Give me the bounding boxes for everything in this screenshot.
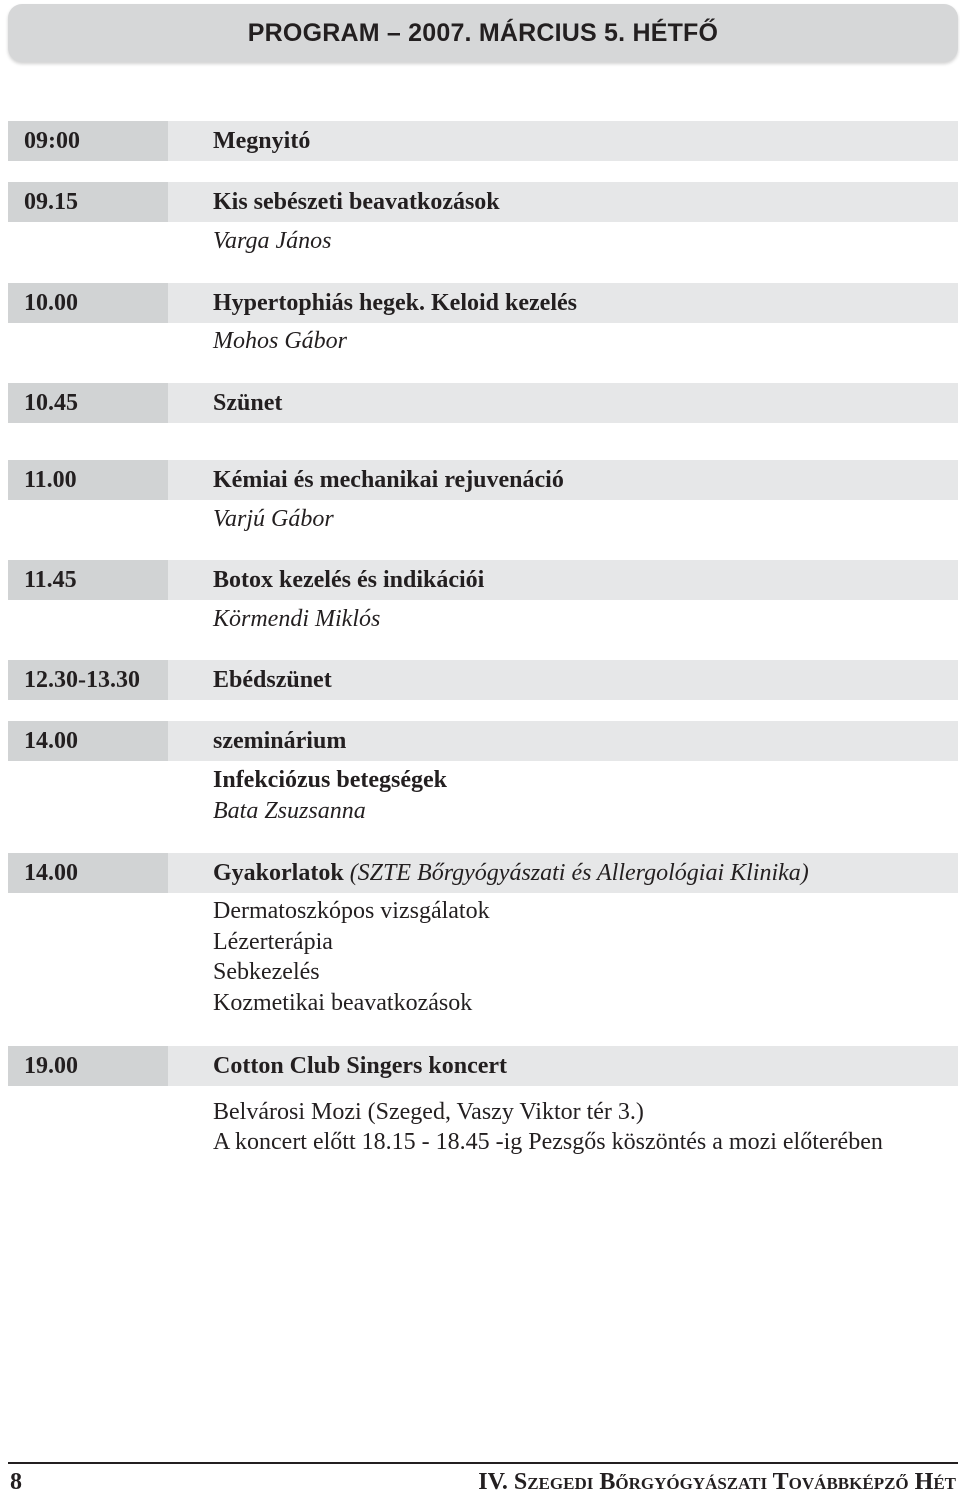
session-item: A koncert előtt 18.15 - 18.45 -ig Pezsgős köszöntés a mozi előterében — [213, 1129, 883, 1155]
session-speaker: Varjú Gábor — [213, 506, 334, 532]
session-title: Gyakorlatok — [213, 860, 344, 886]
session-item: Belvárosi Mozi (Szeged, Vaszy Viktor tér 3.) — [213, 1099, 644, 1125]
publication-title: IV. Szegedi Bőrgyógyászati Továbbképző Hét — [478, 1469, 956, 1495]
time-band — [8, 660, 958, 700]
session-time: 14.00 — [24, 860, 78, 886]
session-title: Kis sebészeti beavatkozások — [213, 189, 500, 215]
footer-divider — [8, 1462, 958, 1464]
session-speaker: Varga János — [213, 228, 332, 254]
session-time: 12.30-13.30 — [24, 667, 140, 693]
session-time: 14.00 — [24, 728, 78, 754]
session-time: 19.00 — [24, 1053, 78, 1079]
session-title: Botox kezelés és indikációi — [213, 567, 485, 593]
session-title: Szünet — [213, 390, 283, 416]
time-band — [8, 383, 958, 423]
session-item: Sebkezelés — [213, 959, 320, 985]
session-item: Kozmetikai beavatkozások — [213, 990, 473, 1016]
session-time: 09.15 — [24, 189, 78, 215]
session-speaker: Mohos Gábor — [213, 328, 348, 354]
session-title: Hypertophiás hegek. Keloid kezelés — [213, 290, 577, 316]
session-time: 10.45 — [24, 390, 78, 416]
time-band — [8, 721, 958, 761]
session-item: Dermatoszkópos vizsgálatok — [213, 898, 490, 924]
session-title: szeminárium — [213, 728, 347, 754]
session-time: 10.00 — [24, 290, 78, 316]
session-time: 09:00 — [24, 128, 80, 154]
page-title: PROGRAM – 2007. MÁRCIUS 5. HÉTFŐ — [247, 18, 719, 47]
session-time: 11.45 — [24, 567, 77, 593]
session-title: Cotton Club Singers koncert — [213, 1053, 508, 1079]
page-number: 8 — [10, 1469, 22, 1495]
session-time: 11.00 — [24, 467, 77, 493]
page-header — [8, 4, 958, 62]
session-title: Megnyitó — [213, 128, 311, 154]
session-title: Kémiai és mechanikai rejuvenáció — [213, 467, 564, 493]
session-title-line — [213, 858, 809, 888]
session-title: Ebédszünet — [213, 667, 332, 693]
session-item: Lézerterápia — [213, 929, 333, 955]
session-speaker: Körmendi Miklós — [213, 606, 381, 632]
session-subtitle: Infekciózus betegségek — [213, 767, 447, 793]
session-title-note: (SZTE Bőrgyógyászati és Allergológiai Klinika) — [349, 860, 809, 886]
session-speaker: Bata Zsuzsanna — [213, 798, 366, 824]
time-band — [8, 121, 958, 161]
